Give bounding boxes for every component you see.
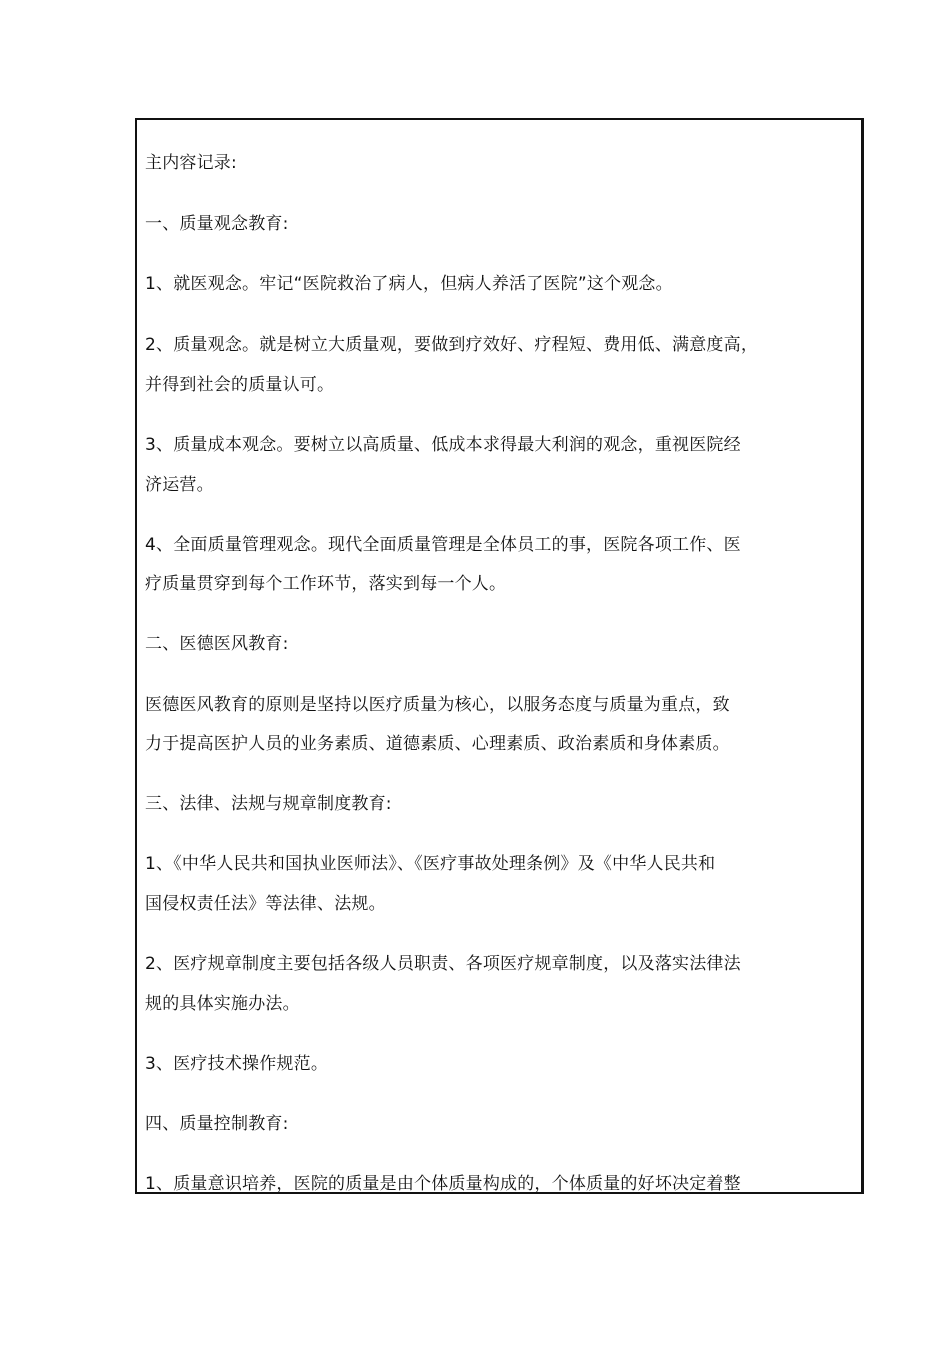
paragraph-line: 3、质量成本观念。要树立以高质量、低成本求得最大利润的观念，重视医院经: [145, 435, 741, 455]
paragraph-line: 疗质量贯穿到每个工作环节，落实到每一个人。: [145, 574, 507, 594]
section-heading: 二、医德医风教育:: [145, 634, 289, 654]
paragraph-line: 国侵权责任法》等法律、法规。: [145, 894, 386, 914]
paragraph-line: 医德医风教育的原则是坚持以医疗质量为核心，以服务态度与质量为重点，致: [145, 695, 730, 715]
paragraph-line: 3、医疗技术操作规范。: [145, 1054, 329, 1074]
section-heading: 三、法律、法规与规章制度教育:: [145, 794, 392, 814]
paragraph-line: 济运营。: [145, 475, 214, 495]
paragraph-line: 2、质量观念。就是树立大质量观，要做到疗效好、疗程短、费用低、满意度高，: [145, 335, 759, 355]
record-box: [135, 118, 864, 1194]
paragraph-line: 规的具体实施办法。: [145, 994, 300, 1014]
section-heading: 四、质量控制教育:: [145, 1114, 289, 1134]
section-heading: 一、质量观念教育:: [145, 214, 289, 234]
paragraph-line: 2、医疗规章制度主要包括各级人员职责、各项医疗规章制度，以及落实法律法: [145, 954, 741, 974]
paragraph-line: 1、质量意识培养，医院的质量是由个体质量构成的，个体质量的好坏决定着整: [145, 1174, 741, 1194]
paragraph-line: 1、就医观念。牢记“医院救治了病人，但病人养活了医院”这个观念。: [145, 274, 673, 294]
record-heading: 主内容记录:: [145, 153, 237, 173]
paragraph-line: 1、《中华人民共和国执业医师法》、《医疗事故处理条例》及《中华人民共和: [145, 854, 716, 874]
paragraph-line: 力于提高医护人员的业务素质、道德素质、心理素质、政治素质和身体素质。: [145, 734, 730, 754]
paragraph-line: 并得到社会的质量认可。: [145, 375, 335, 395]
paragraph-line: 4、全面质量管理观念。现代全面质量管理是全体员工的事，医院各项工作、医: [145, 535, 741, 555]
